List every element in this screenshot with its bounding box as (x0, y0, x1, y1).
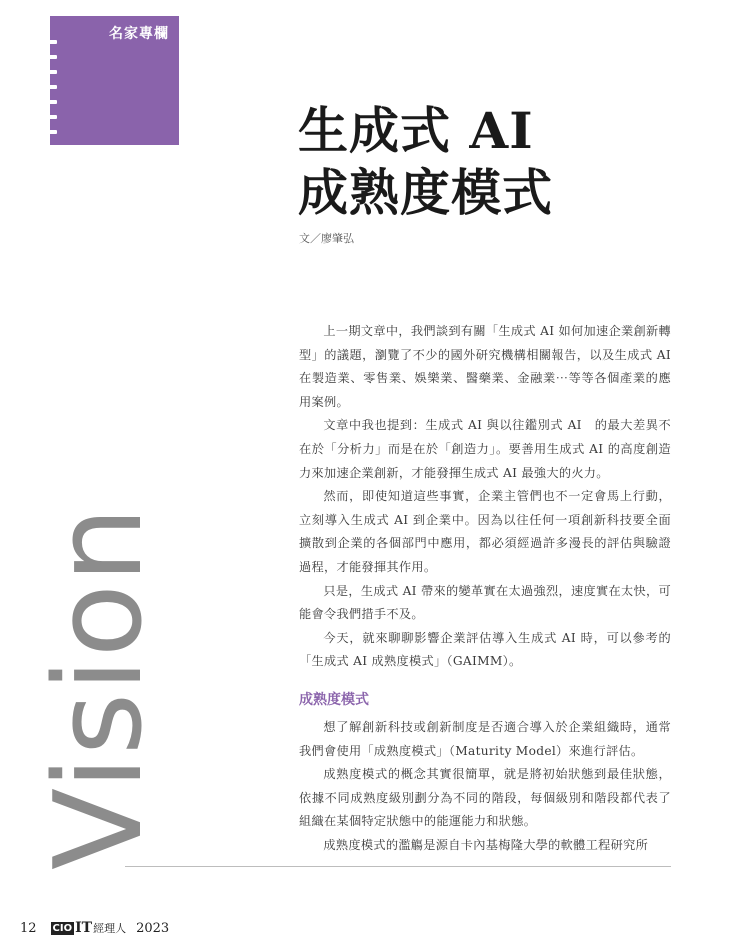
page-footer (20, 920, 169, 936)
magazine-logo-box: CIO (52, 922, 73, 934)
column-tab (50, 16, 179, 145)
binding-hole (44, 130, 57, 134)
section-paragraph: 成熟度模式的濫觴是源自卡內基梅隆大學的軟體工程研究所 (323, 837, 649, 852)
vision-side-word: Vision (30, 505, 169, 870)
body-paragraph: 文章中我也提到：生成式 AI 與以往鑑別式 AI 的最大差異不在於「分析力」而是在於「創造力」。要善用生成式 AI 的高度創造力來加速企業創新，才能發揮生成式 AI 最強大的火力。 (299, 418, 671, 480)
magazine-logo-name: 經理人 (93, 922, 127, 935)
article-body (299, 320, 671, 857)
section-paragraph: 想了解創新科技或創新制度是否適合導入於企業組織時，通常我們會使用「成熟度模式」（Maturity Model）來進行評估。 (299, 719, 671, 758)
binding-hole (44, 85, 57, 89)
issue-year: 2023 (136, 920, 170, 936)
page-number: 12 (20, 920, 37, 936)
section-heading: 成熟度模式 (299, 691, 369, 708)
binding-hole (44, 55, 57, 59)
magazine-logo-it: IT (75, 920, 93, 936)
body-paragraph: 上一期文章中，我們談到有關「生成式 AI 如何加速企業創新轉型」的議題，瀏覽了不少的國外研究機構相關報告，以及生成式 AI 在製造業、零售業、娛樂業、醫藥業、金融業⋯等等各個產業的應用案例。 (299, 324, 671, 409)
article-title (298, 100, 553, 224)
section-paragraph: 成熟度模式的概念其實很簡單，就是將初始狀態到最佳狀態，依據不同成熟度級別劃分為不同的階段，每個級別和階段都代表了組織在某個特定狀態中的能運能力和狀態。 (299, 767, 671, 829)
byline: 文／廖肇弘 (299, 232, 354, 245)
binding-hole (44, 115, 57, 119)
body-paragraph: 今天，就來聊聊影響企業評估導入生成式 AI 時，可以參考的「生成式 AI 成熟度模式」（GAIMM）。 (299, 630, 671, 669)
binding-hole (44, 40, 57, 44)
body-paragraph: 然而，即使知道這些事實，企業主管們也不一定會馬上行動，立刻導入生成式 AI 到企業中。因為以往任何一項創新科技要全面擴散到企業的各個部門中應用，都必須經過許多漫長的評估與驗證過程，才能發揮其作用。 (299, 489, 671, 574)
title-line-2: 成熟度模式 (298, 163, 553, 222)
footer-rule (125, 866, 671, 867)
binding-hole (44, 100, 57, 104)
title-line-1: 生成式 AI (298, 101, 534, 160)
body-paragraph: 只是，生成式 AI 帶來的變革實在太過強烈，速度實在太快，可能會令我們措手不及。 (299, 583, 671, 622)
column-label: 名家專欄 (109, 26, 169, 42)
binding-hole (44, 70, 57, 74)
